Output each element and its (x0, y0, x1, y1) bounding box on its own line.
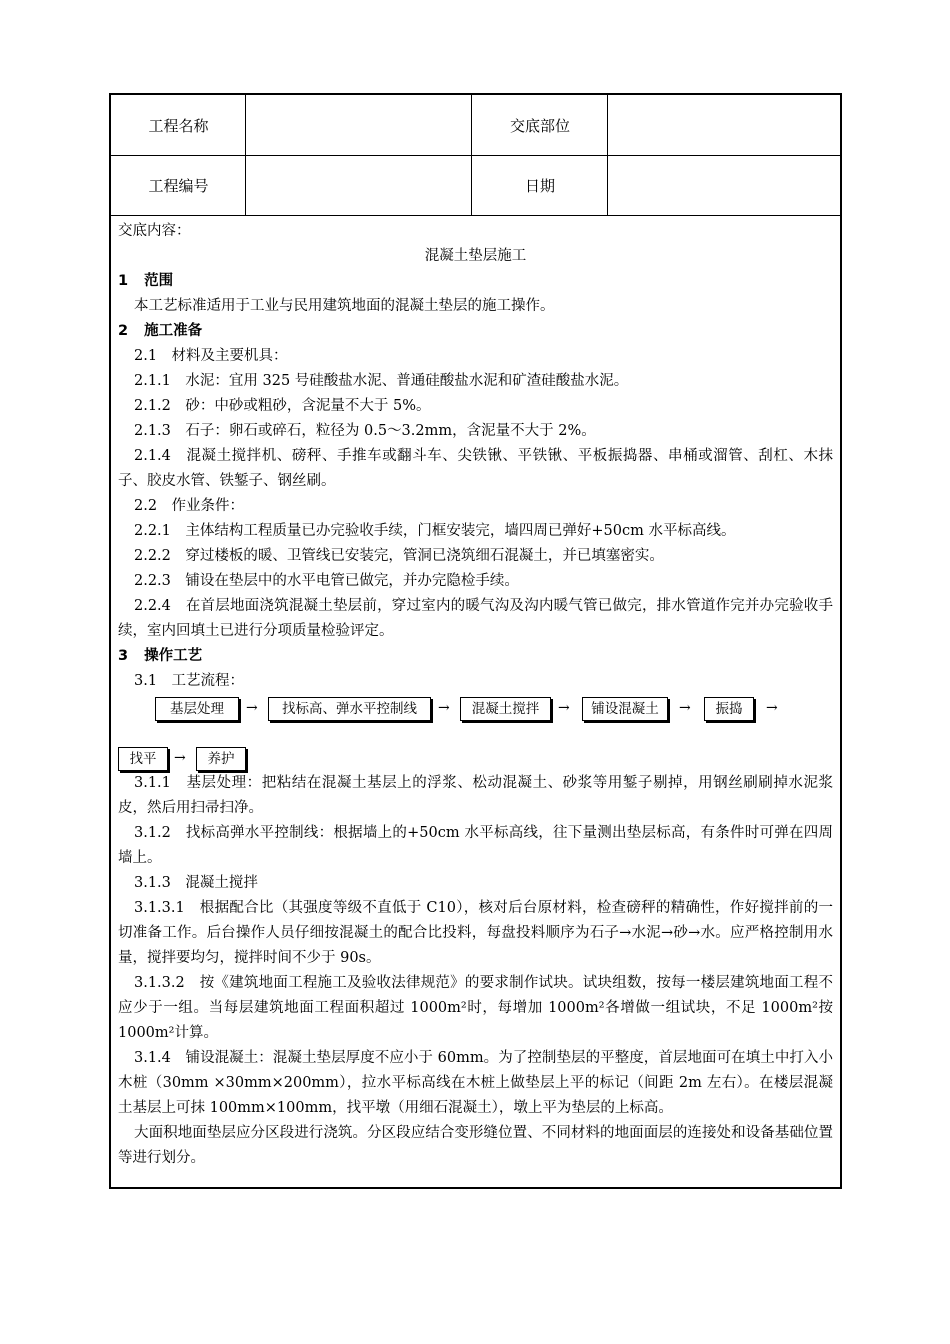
section-title: 施工准备 (144, 323, 203, 339)
doc-title: 混凝土垫层施工 (424, 248, 527, 264)
location-value (608, 95, 840, 155)
content-body (118, 219, 833, 1171)
flow-step: 找标高、弹水平控制线 (268, 697, 431, 721)
section-heading-1 (118, 269, 833, 294)
paragraph: 2.1.2 砂：中砂或粗砂，含泥量不大于 5%。 (134, 398, 431, 414)
paragraph: 2.2.1 主体结构工程质量已办完验收手续，门框安装完，墙四周已弹好+50cm 水平标高线。 (134, 523, 736, 539)
arrow-icon: → (558, 700, 570, 716)
paragraph: 2.1.3 石子：卵石或碎石，粒径为 0.5～3.2mm，含泥量不大于 2%。 (134, 423, 596, 439)
paragraph: 大面积地面垫层应分区段进行浇筑。分区段应结合变形缝位置、不同材料的地面面层的连接处和设备基础位置等进行划分。 (118, 1125, 833, 1166)
arrow-icon: → (766, 700, 778, 716)
paragraph: 2.2.3 铺设在垫层中的水平电管已做完，并办完隐检手续。 (134, 573, 519, 589)
paragraph: 2.2.2 穿过楼板的暖、卫管线已安装完，管洞已浇筑细石混凝土，并已填塞密实。 (134, 548, 664, 564)
date-value (608, 155, 840, 215)
process-flow-row-2 (118, 744, 833, 771)
flow-step: 混凝土搅拌 (460, 697, 551, 721)
location-label: 交底部位 (509, 116, 570, 135)
paragraph: 本工艺标准适用于工业与民用建筑地面的混凝土垫层的施工操作。 (134, 298, 555, 314)
flow-step: 基层处理 (155, 697, 239, 721)
arrow-icon: → (246, 700, 258, 716)
paragraph: 2.2 作业条件： (134, 498, 245, 514)
section-title: 操作工艺 (144, 648, 203, 664)
divider (245, 95, 246, 215)
flow-step: 铺设混凝土 (582, 697, 668, 721)
flow-step: 养护 (196, 747, 246, 771)
paragraph: 3.1.3.1 根据配合比（其强度等级不直低于 C10），核对后台原材料，检查磅秤的精确性，作好搅拌前的一切准备工作。后台操作人员仔细按混凝土的配合比投料，每盘投料顺序为石子→水泥→砂→水。应严格控制用水量，搅拌要均匀，搅拌时间不少于 90s。 (118, 900, 833, 966)
flow-step: 找平 (118, 747, 168, 771)
process-flow-row-1 (118, 694, 833, 744)
paragraph: 2.1.1 水泥：宜用 325 号硅酸盐水泥、普通硅酸盐水泥和矿渣硅酸盐水泥。 (134, 373, 629, 389)
header-row-2 (111, 155, 840, 216)
arrow-icon: → (438, 700, 450, 716)
form-frame (109, 93, 842, 1189)
paragraph: 3.1.1 基层处理：把粘结在混凝土基层上的浮浆、松动混凝土、砂浆等用錾子剔掉，用钢丝刷刷掉水泥浆皮，然后用扫帚扫净。 (118, 775, 833, 816)
divider (607, 95, 608, 215)
paragraph: 3.1.3 混凝土搅拌 (134, 875, 258, 891)
paragraph: 2.1 材料及主要机具： (134, 348, 288, 364)
paragraph: 3.1.4 铺设混凝土：混凝土垫层厚度不应小于 60mm。为了控制垫层的平整度，首层地面可在填土中打入小木桩（30mm ×30mm×200mm），拉水平标高线在木桩上做垫层上平的标记（间距 2m 左右）。在楼层混凝土基层上可抹 100mm×100mm，找平墩（用细石混凝土），墩上平为垫层的上标高。 (118, 1050, 833, 1116)
section-number: 2 (118, 323, 129, 339)
paragraph: 2.1.4 混凝土搅拌机、磅秤、手推车或翻斗车、尖铁锹、平铁锹、平板振捣器、串桶或溜管、刮杠、木抹子、胶皮水管、铁錾子、钢丝刷。 (118, 448, 833, 489)
section-number: 3 (118, 648, 129, 664)
date-label: 日期 (524, 176, 555, 195)
divider (471, 95, 472, 215)
section-title: 范围 (144, 273, 174, 289)
project-no-label: 工程编号 (148, 176, 209, 195)
header-row-1 (111, 95, 840, 156)
flow-step: 振捣 (704, 697, 754, 721)
arrow-icon: → (174, 750, 186, 766)
project-name-value (246, 95, 472, 155)
paragraph: 3.1.2 找标高弹水平控制线：根据墙上的+50cm 水平标高线，往下量测出垫层标高，有条件时可弹在四周墙上。 (118, 825, 833, 866)
paragraph: 2.2.4 在首层地面浇筑混凝土垫层前，穿过室内的暖气沟及沟内暖气管已做完，排水管道作完并办完验收手续，室内回填土已进行分项质量检验评定。 (118, 598, 833, 639)
section-heading-3 (118, 644, 833, 669)
section-number: 1 (118, 273, 129, 289)
paragraph: 3.1 工艺流程： (134, 673, 245, 689)
project-name-label: 工程名称 (148, 116, 209, 135)
intro-label: 交底内容： (118, 223, 191, 239)
project-no-value (246, 155, 472, 215)
paragraph: 3.1.3.2 按《建筑地面工程施工及验收法律规范》的要求制作试块。试块组数，按每一楼层建筑地面工程不应少于一组。当每层建筑地面工程面积超过 1000m²时，每增加 1000m²各增做一组试块，不足 1000m²按 1000m²计算。 (118, 975, 833, 1041)
arrow-icon: → (679, 700, 691, 716)
section-heading-2 (118, 319, 833, 344)
